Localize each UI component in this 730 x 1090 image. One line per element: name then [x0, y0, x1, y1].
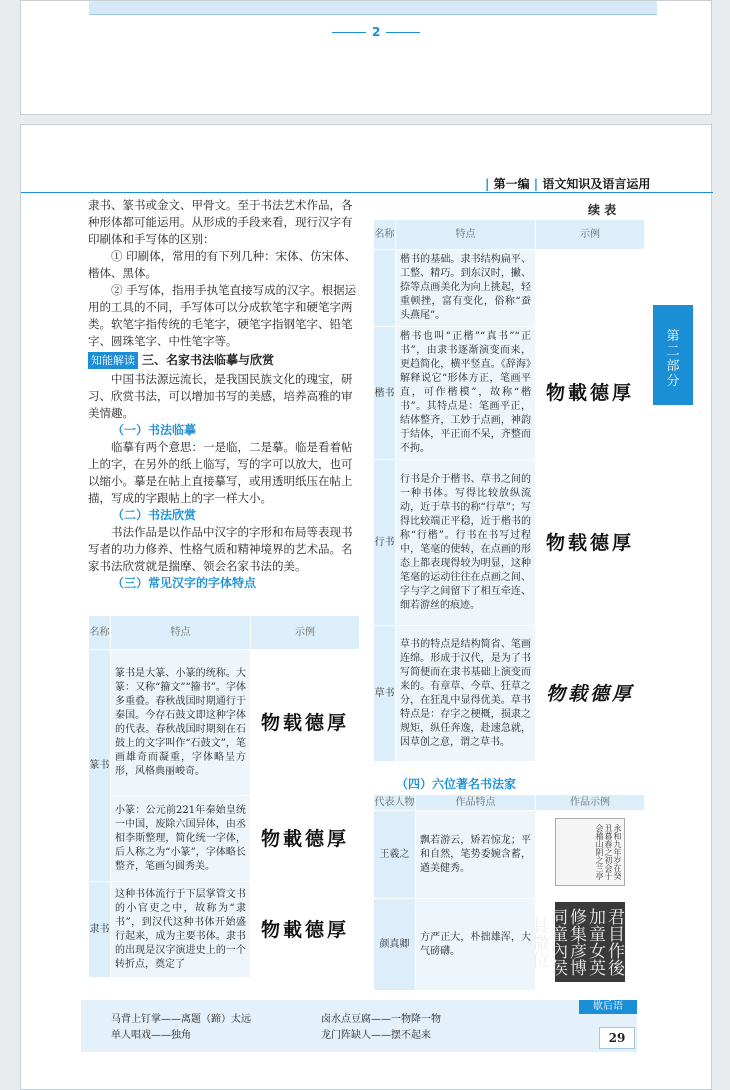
calligraphy-image-wang: 永和九年岁在癸丑暮春之初会于会稽山阴之兰亭: [555, 818, 625, 886]
font-table-left: [88, 615, 360, 978]
appreciation-text: 书法作品是以作品中汉字的字形和布局等表现书写者的功力修养、性格气质和精神境界的艺术品。名家书法欣赏就是揣摩、领会名家书法的美。: [88, 525, 353, 573]
footer-line: 卤水点豆腐——一物降一物: [321, 1014, 441, 1025]
subheading-appreciation: （二）书法欣赏: [112, 508, 197, 522]
works-wang: 飘若游云，矫若惊龙；平和自然，笔势委婉含蓄，遒美健秀。: [416, 811, 536, 899]
calligraphers-heading: （四）六位著名书法家: [396, 777, 517, 791]
footer-col-right: [321, 1012, 441, 1044]
sample-xing: 物载德厚: [536, 460, 645, 626]
col-name: 名称: [89, 616, 111, 650]
font-name-zhuan: 篆书: [89, 650, 111, 882]
feature-kai: 楷书也叫“正楷”“真书”“正书”，由隶书逐渐演变而来，更趋简化，横平竖直。《辞海》解释说它“形体方正，笔画平直，可作楷模”，故称“楷书”。其特点是：笔画平正，结体整齐，工妙于点画，神韵于结体，平正而不呆，齐整而不拘。: [396, 327, 536, 460]
intro-text: 隶书、篆书或金文、甲骨文。至于书法艺术作品，各种形体都可能运用。从形成的手段来看，现行汉字有印刷体和手写体的区别：: [88, 198, 353, 246]
subheading-fonts: （三）常见汉字的字体特点: [112, 576, 257, 590]
sample-empty: [536, 250, 645, 327]
running-header: | 第一编 | 语文知识及语言运用: [481, 175, 654, 192]
calligraphy-image-yan: 君目作後加童女英修集彦博同童內侯具撒位: [555, 902, 625, 982]
side-tab-char: 二: [666, 344, 680, 359]
example-yan-cell: [528, 899, 645, 991]
table-remnant: [89, 1, 657, 15]
feature-cao: 草书的特点是结构简省、笔画连绵。形成于汉代，是为了书写简便而在隶书基础上演变而来的。有章草、今草、狂草之分，在狂乱中显得优美。草书特点是：存字之梗概，损隶之规矩，纵任奔逸，赴速急就，因草创之意，谓之草书。: [396, 626, 536, 762]
side-tab-char: 第: [666, 329, 680, 344]
main-page: [20, 124, 712, 1090]
font-name-xing: 行书: [374, 460, 396, 626]
font-name-li-cont: [374, 250, 396, 327]
section-side-tab: [653, 305, 693, 405]
page-number-top: 2: [326, 25, 426, 39]
col-feature: 特点: [396, 220, 536, 250]
col-sample: 示例: [251, 616, 360, 650]
example-wang-cell: [536, 811, 645, 899]
feature-xiaozhuan: 小篆：公元前221年秦始皇统一中国，废除六国异体，由丞相李斯整理，简化统一字体，后人称之为“小篆”，字体略长整齐，笔画匀圆秀美。: [111, 796, 251, 882]
footer-line: 龙门阵缺人——摆不起来: [321, 1030, 431, 1041]
feature-xing: 行书是介于楷书、草书之间的一种书体。写得比较放纵流动，近于草书的称“行草”；写得比较端正平稳，近于楷书的称“行楷”。行书在书写过程中，笔毫的使转，在点画的形态上都表现得较为明显，这种笔毫的运动往往在点画之间、字与字之间留下了相互牵连、细若游丝的痕迹。: [396, 460, 536, 626]
footer-col-left: [111, 1012, 251, 1044]
subheading-copying: （一）书法临摹: [112, 423, 197, 437]
header-title: 语文知识及语言运用: [542, 177, 651, 191]
col-name: 名称: [374, 220, 396, 250]
copying-text: 临摹有两个意思：一是临，二是摹。临是看着帖上的字，在另外的纸上临写，写的字可以放大，也可以缩小。摹是在帖上直接摹写，或用透明纸压在帖上描，写成的字跟帖上的字一样大小。: [88, 440, 353, 505]
continued-label: 续 表: [588, 203, 617, 217]
footer-box: [81, 1000, 637, 1052]
col-works: 作品特点: [416, 795, 536, 811]
sample-cao: 物载德厚: [536, 626, 645, 762]
col-example: 作品示例: [536, 795, 645, 811]
item-print: ① 印刷体，常用的有下列几种：宋体、仿宋体、楷体、黑体。: [88, 249, 357, 280]
section-tag: 知能解读: [88, 352, 138, 369]
feature-li: 这种书体流行于下层掌管文书的小官吏之中，故称为“隶书”，到汉代这种书体开始盛行起来，成为主要书体。隶书的出现是汉字演进史上的一个转折点，奠定了: [111, 882, 251, 978]
person-yan: 颜真卿: [374, 899, 416, 991]
page-number: 29: [599, 1027, 635, 1049]
side-tab-char: 分: [666, 374, 680, 389]
sample-xiaozhuan: 物載德厚: [251, 796, 360, 882]
footer-label: 歇后语: [579, 1000, 637, 1014]
font-name-li: 隶书: [89, 882, 111, 978]
feature-dazhuan: 篆书是大篆、小篆的统称。大篆：又称“籀文”“籀书”。字体多重叠。春秋战国时期通行于秦国。今存石鼓文即这种字体的代表。春秋战国时期刻在石鼓上的文字叫作“石鼓文”，笔画雄奇而凝重，字体略呈方形，风格典丽峻奇。: [111, 650, 251, 796]
feature-li-cont: 楷书的基础。隶书结构扁平、工整、精巧。到东汉时，撇、捺等点画美化为向上挑起，轻重顿挫，富有变化，俗称“蚕头燕尾”。: [396, 250, 536, 327]
person-wang: 王羲之: [374, 811, 416, 899]
works-yan: 方严正大，朴拙雄浑，大气磅礴。: [416, 899, 536, 991]
side-tab-char: 部: [666, 359, 680, 374]
section-heading: [88, 352, 358, 369]
sample-kai: 物載德厚: [536, 327, 645, 460]
section-intro: 中国书法源远流长，是我国民族文化的瑰宝，研习、欣赏书法，可以增加书写的美感，培养高雅的审美情趣。: [88, 372, 353, 420]
sample-dazhuan: 物载德厚: [251, 650, 360, 796]
item-handwriting: ② 手写体，指用手执笔直接写成的汉字。根据运用的工具的不同，手写体可以分成软笔字和硬笔字两类。软笔字指传统的毛笔字，硬笔字指钢笔字、铅笔字、圆珠笔字、中性笔字等。: [88, 283, 357, 348]
previous-page: [20, 0, 712, 115]
header-part: 第一编: [493, 177, 530, 191]
font-table-right: [373, 219, 645, 762]
sample-li: 物載德厚: [251, 882, 360, 978]
font-name-cao: 草书: [374, 626, 396, 762]
col-sample: 示例: [536, 220, 645, 250]
section-title: 三、名家书法临摹与欣赏: [142, 353, 275, 367]
calligraphers-table: [373, 794, 645, 991]
footer-line: 马背上钉掌——离题（蹄）太远: [111, 1014, 251, 1025]
font-name-kai: 楷书: [374, 327, 396, 460]
col-feature: 特点: [111, 616, 251, 650]
footer-line: 单人唱戏——独角: [111, 1030, 191, 1041]
left-column: [88, 197, 358, 592]
col-person: 代表人物: [374, 795, 416, 811]
